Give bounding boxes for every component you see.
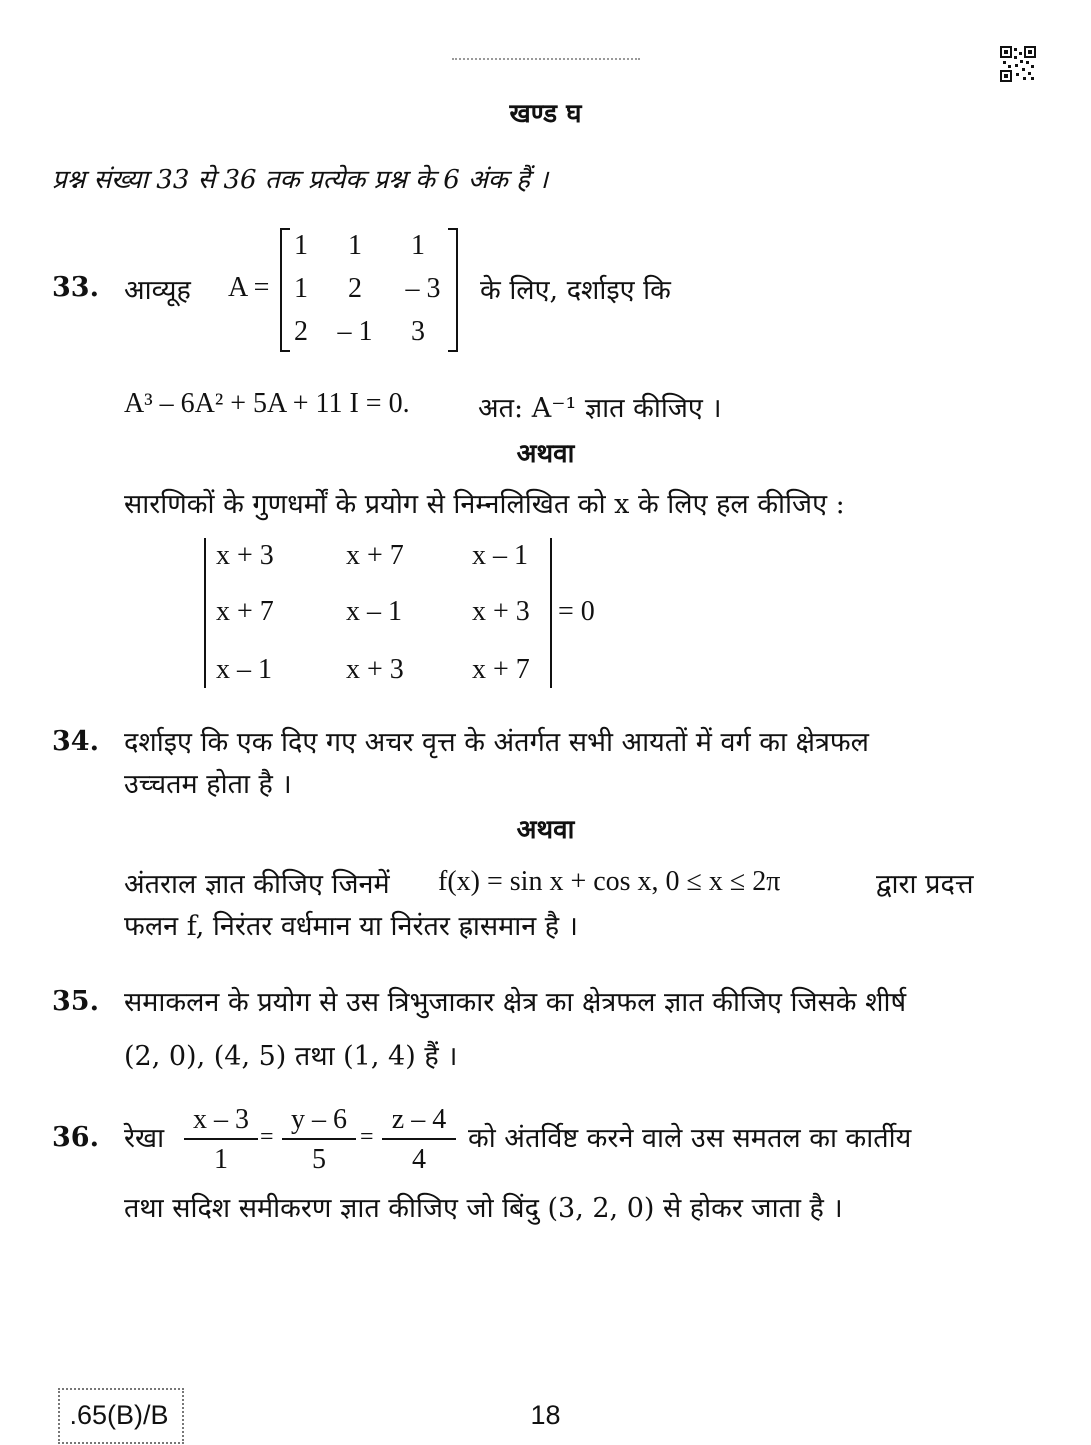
instruction-text: प्रश्न संख्या 33 से 36 तक प्रत्येक प्रश्न के 6 अंक हैं । xyxy=(52,165,549,195)
q36-fraction-x: $\frac{x - 3}{1}$ xyxy=(184,1104,258,1176)
matrix-cell: 2 xyxy=(348,273,362,304)
q34-alt-line1-b: द्वारा प्रदत्त xyxy=(876,869,974,900)
q35-line1: समाकलन के प्रयोग से उस त्रिभुजाकार क्षेत्र का क्षेत्रफल ज्ञात कीजिए जिसके शीर्ष xyxy=(124,987,907,1018)
q36-equals: = xyxy=(260,1124,274,1150)
matrix-cell: 3 xyxy=(411,316,425,347)
det-cell: x + 3 xyxy=(472,596,530,627)
section-title: खण्ड घ xyxy=(509,99,582,129)
q34-function: f(x) = sin x + cos x, 0 ≤ x ≤ 2π xyxy=(438,866,781,897)
q34-alt-line1-a: अंतराल ज्ञात कीजिए जिनमें xyxy=(124,869,390,900)
det-equals: = 0 xyxy=(558,596,595,627)
q36-after: को अंतर्विष्ट करने वाले उस समतल का कार्तीय xyxy=(468,1123,912,1154)
question-35-number: 35. xyxy=(52,986,99,1017)
matrix-cell: 2 xyxy=(294,316,308,347)
det-cell: x + 3 xyxy=(216,540,274,571)
qr-code-icon xyxy=(1000,46,1036,82)
det-cell: x + 7 xyxy=(346,540,404,571)
q36-lead: रेखा xyxy=(124,1123,165,1154)
question-33-number: 33. xyxy=(52,272,99,303)
q34-alt-line2: फलन f, निरंतर वर्धमान या निरंतर ह्रासमान है । xyxy=(124,911,578,942)
q36-fraction-y: $\frac{y - 6}{5}$ xyxy=(282,1104,356,1176)
paper-code: .65(B)/B xyxy=(69,1400,169,1430)
matrix-cell: – 1 xyxy=(337,316,373,347)
q33-matrix xyxy=(280,228,458,352)
q33-after: के लिए, दर्शाइए कि xyxy=(480,275,671,306)
question-34-number: 34. xyxy=(52,726,99,757)
q34-line1: दर्शाइए कि एक दिए गए अचर वृत्त के अंतर्गत सभी आयतों में वर्ग का क्षेत्रफल xyxy=(124,727,869,758)
q33-equation: A³ – 6A² + 5A + 11 I = 0. xyxy=(124,388,410,419)
q33-hence: अत: A⁻¹ ज्ञात कीजिए । xyxy=(478,393,722,424)
matrix-cell: 1 xyxy=(294,230,308,261)
q33-determinant xyxy=(204,538,554,690)
q35-line2: (2, 0), (4, 5) तथा (1, 4) हैं । xyxy=(124,1041,458,1072)
det-cell: x – 1 xyxy=(472,540,528,571)
q34-line2: उच्चतम होता है । xyxy=(124,769,292,800)
matrix-cell: 1 xyxy=(348,230,362,261)
q33-matrix-label: A = xyxy=(228,272,270,303)
q36-equals: = xyxy=(360,1124,374,1150)
det-cell: x + 7 xyxy=(472,654,530,685)
security-microline xyxy=(452,58,640,60)
q36-line2: तथा सदिश समीकरण ज्ञात कीजिए जो बिंदु (3, 2, 0) से होकर जाता है । xyxy=(124,1193,843,1224)
question-36-number: 36. xyxy=(52,1122,99,1153)
q36-fraction-z: $\frac{z - 4}{4}$ xyxy=(382,1104,456,1176)
page-number: 18 xyxy=(530,1400,561,1430)
det-cell: x + 3 xyxy=(346,654,404,685)
det-cell: x + 7 xyxy=(216,596,274,627)
matrix-cell: 1 xyxy=(411,230,425,261)
or-label: अथवा xyxy=(516,439,575,469)
matrix-cell: 1 xyxy=(294,273,308,304)
matrix-cell: – 3 xyxy=(405,273,441,304)
det-cell: x – 1 xyxy=(346,596,402,627)
q33-alt-text: सारणिकों के गुणधर्मों के प्रयोग से निम्नलिखित को x के लिए हल कीजिए : xyxy=(124,489,845,520)
or-label: अथवा xyxy=(516,815,575,845)
det-cell: x – 1 xyxy=(216,654,272,685)
q33-lead: आव्यूह xyxy=(124,275,191,306)
